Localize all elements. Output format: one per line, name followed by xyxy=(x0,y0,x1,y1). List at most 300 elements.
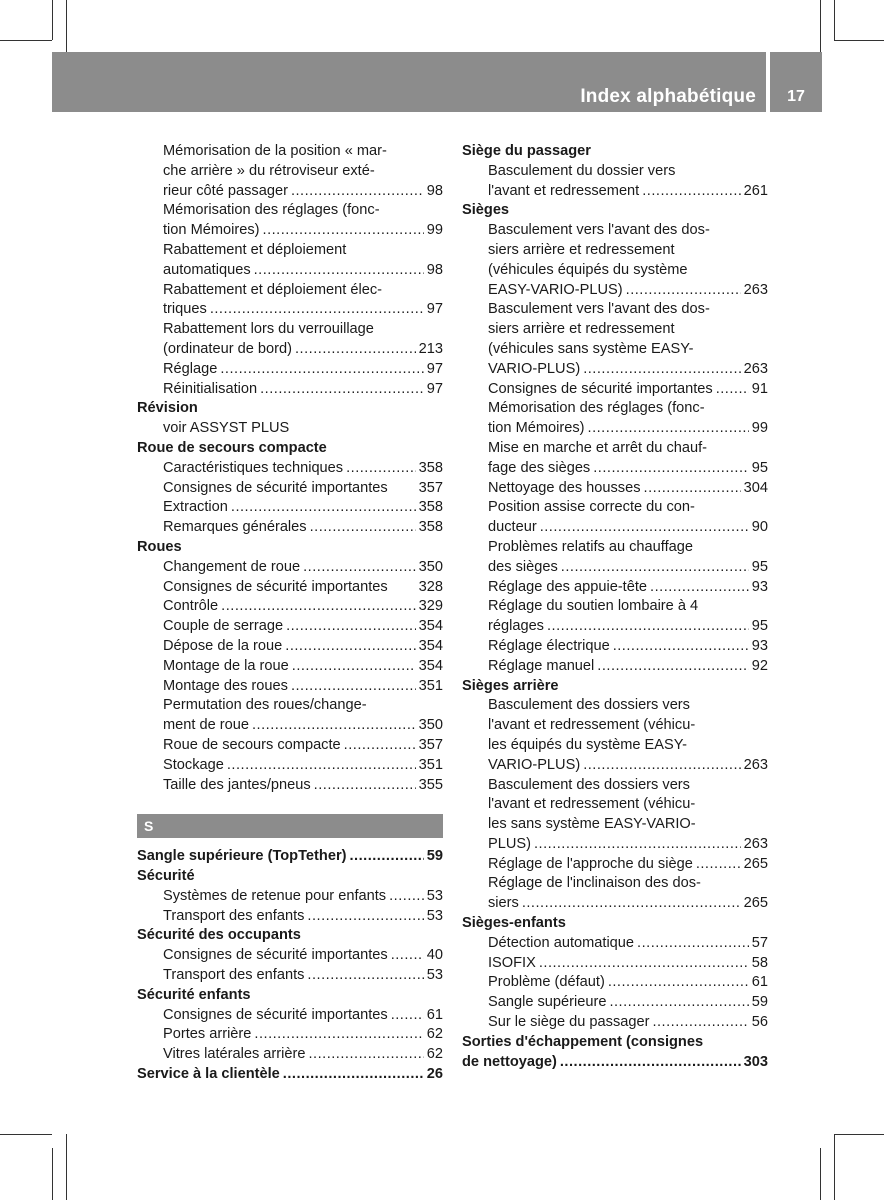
dot-leader xyxy=(642,182,740,202)
dot-leader xyxy=(637,934,749,954)
page-reference: 263 xyxy=(743,360,768,377)
dot-leader xyxy=(292,657,416,677)
entry-text: réglages xyxy=(488,618,544,635)
dot-leader xyxy=(696,855,741,875)
page-reference: 354 xyxy=(418,637,443,654)
page-reference: 213 xyxy=(418,340,443,357)
index-entry xyxy=(462,340,768,360)
dot-leader xyxy=(285,637,415,657)
index-entry xyxy=(462,419,768,439)
entry-text: Réinitialisation xyxy=(163,380,258,397)
page-reference: 351 xyxy=(418,756,443,773)
entry-text: Montage des roues xyxy=(163,677,288,694)
index-entry xyxy=(137,597,443,617)
page-reference: 97 xyxy=(426,380,443,397)
entry-text: ment de roue xyxy=(163,717,249,734)
dot-leader xyxy=(314,776,416,796)
index-entry xyxy=(137,946,443,966)
index-entry xyxy=(137,716,443,736)
index-entry xyxy=(137,459,443,479)
index-entry xyxy=(137,498,443,518)
entry-text: Rabattement et déploiement élec- xyxy=(163,281,383,298)
entry-text: des sièges xyxy=(488,558,558,575)
index-entry xyxy=(137,1025,443,1045)
entry-text: Roues xyxy=(137,538,182,555)
entry-text: Consignes de sécurité importantes xyxy=(163,578,388,595)
entry-text: siers arrière et redressement xyxy=(488,241,675,258)
index-entry xyxy=(137,182,443,202)
entry-text: Sorties d'échappement (consignes xyxy=(462,1033,704,1050)
entry-text: Sécurité enfants xyxy=(137,986,251,1003)
entry-text: Consignes de sécurité importantes xyxy=(163,479,388,496)
index-entry xyxy=(137,617,443,637)
page-reference: 357 xyxy=(418,736,443,753)
entry-text: Basculement des dossiers vers xyxy=(488,776,690,793)
page-reference: 98 xyxy=(426,261,443,278)
entry-text: Détection automatique xyxy=(488,934,635,951)
dot-leader xyxy=(310,518,416,538)
index-heading xyxy=(137,439,443,459)
index-heading xyxy=(462,201,768,221)
entry-text: Consignes de sécurité importantes xyxy=(163,947,388,964)
dot-leader xyxy=(252,716,416,736)
entry-text: VARIO-PLUS) xyxy=(488,756,581,773)
page-reference: 263 xyxy=(743,835,768,852)
index-entry xyxy=(137,340,443,360)
dot-leader xyxy=(540,518,749,538)
page-number: 17 xyxy=(787,88,805,105)
dot-leader xyxy=(254,1025,423,1045)
index-entry xyxy=(137,1045,443,1065)
dot-leader xyxy=(291,182,424,202)
page-reference: 328 xyxy=(418,578,443,595)
dot-leader xyxy=(389,887,424,907)
entry-text: Roue de secours compacte xyxy=(163,736,341,753)
entry-text: siers arrière et redressement xyxy=(488,321,675,338)
index-entry xyxy=(462,360,768,380)
index-heading xyxy=(137,867,443,887)
dot-leader xyxy=(295,340,416,360)
dot-leader xyxy=(609,993,748,1013)
crop-mark xyxy=(820,0,821,54)
page-reference: 59 xyxy=(751,994,768,1011)
entry-text: Mémorisation de la position « mar- xyxy=(163,143,387,159)
page-reference: 354 xyxy=(418,618,443,635)
index-entry xyxy=(462,756,768,776)
entry-text: Rabattement et déploiement xyxy=(163,241,347,258)
index-entry xyxy=(462,815,768,835)
index-entry xyxy=(462,162,768,182)
index-entry xyxy=(462,459,768,479)
dot-leader xyxy=(716,380,749,400)
dot-leader xyxy=(307,966,423,986)
index-heading xyxy=(462,914,768,934)
dot-leader xyxy=(608,973,749,993)
page-reference: 92 xyxy=(751,657,768,674)
entry-text: l'avant et redressement (véhicu- xyxy=(488,717,696,734)
entry-text: Consignes de sécurité importantes xyxy=(488,380,713,397)
index-entry xyxy=(137,637,443,657)
entry-text: fage des sièges xyxy=(488,459,591,476)
entry-text: Basculement des dossiers vers xyxy=(488,697,690,714)
crop-mark xyxy=(52,1148,53,1200)
dot-leader xyxy=(220,360,423,380)
entry-text: Mise en marche et arrêt du chauf- xyxy=(488,439,708,456)
page-reference: 62 xyxy=(426,1026,443,1043)
dot-leader xyxy=(644,479,741,499)
dot-leader xyxy=(283,1065,424,1085)
entry-text: les sans système EASY-VARIO- xyxy=(488,816,696,833)
index-entry xyxy=(462,281,768,301)
entry-text: Changement de roue xyxy=(163,558,301,575)
dot-leader xyxy=(307,907,423,927)
entry-text: Réglage manuel xyxy=(488,657,595,674)
entry-text: Transport des enfants xyxy=(163,907,305,924)
page-reference: 95 xyxy=(751,459,768,476)
page-title: Index alphabétique xyxy=(580,86,756,107)
entry-text: siers xyxy=(488,895,519,912)
crop-mark xyxy=(834,40,884,41)
dot-leader xyxy=(597,657,748,677)
dot-leader xyxy=(231,498,416,518)
index-heading xyxy=(137,986,443,1006)
entry-text: Systèmes de retenue pour enfants xyxy=(163,887,387,904)
index-entry xyxy=(137,281,443,301)
entry-text: tion Mémoires) xyxy=(163,222,260,239)
index-entries-s xyxy=(137,847,443,1085)
dot-leader xyxy=(588,419,749,439)
entry-text: Sur le siège du passager xyxy=(488,1014,650,1031)
page-reference: 58 xyxy=(751,954,768,971)
index-heading xyxy=(137,538,443,558)
entry-text: de nettoyage) xyxy=(462,1053,557,1070)
entry-text: Remarques générales xyxy=(163,519,307,536)
dot-leader xyxy=(286,617,416,637)
entry-text: Sécurité xyxy=(137,868,195,885)
entry-text: Rabattement lors du verrouillage xyxy=(163,321,374,338)
dot-leader xyxy=(539,954,749,974)
page-number-box xyxy=(770,52,822,112)
page-reference: 93 xyxy=(751,578,768,595)
dot-leader xyxy=(547,617,749,637)
index-entry xyxy=(137,887,443,907)
index-entry xyxy=(462,261,768,281)
index-entry xyxy=(137,479,443,499)
index-entries-s-continued xyxy=(462,142,768,1072)
index-entry xyxy=(137,162,443,182)
entry-text: Mémorisation des réglages (fonc- xyxy=(163,202,380,219)
index-entry xyxy=(137,696,443,716)
index-entry xyxy=(137,300,443,320)
page-reference: 263 xyxy=(743,281,768,298)
page-reference: 26 xyxy=(426,1066,443,1083)
index-entry xyxy=(462,320,768,340)
entry-text: Sécurité des occupants xyxy=(137,927,301,944)
page-reference: 263 xyxy=(743,756,768,773)
entry-text: PLUS) xyxy=(488,835,531,852)
index-entry xyxy=(462,637,768,657)
entry-text: Problème (défaut) xyxy=(488,974,605,991)
entry-text: Portes arrière xyxy=(163,1026,252,1043)
crop-mark xyxy=(0,1134,52,1135)
index-heading xyxy=(137,1065,443,1085)
index-entry xyxy=(462,657,768,677)
dot-leader xyxy=(561,558,749,578)
index-heading xyxy=(137,926,443,946)
page-reference: 95 xyxy=(751,558,768,575)
index-heading xyxy=(462,142,768,162)
page-reference: 90 xyxy=(751,519,768,536)
index-entry xyxy=(137,201,443,221)
entry-text: Vitres latérales arrière xyxy=(163,1046,306,1063)
entry-text: Stockage xyxy=(163,756,224,773)
index-entry xyxy=(462,399,768,419)
index-entry xyxy=(462,934,768,954)
entry-text: l'avant et redressement xyxy=(488,182,640,199)
index-entry xyxy=(137,966,443,986)
dot-leader xyxy=(391,1006,424,1026)
page-reference: 357 xyxy=(418,479,443,496)
page-reference: 40 xyxy=(426,947,443,964)
index-entry xyxy=(137,677,443,697)
index-column-left xyxy=(137,142,443,1085)
page-reference: 95 xyxy=(751,618,768,635)
index-entry xyxy=(462,894,768,914)
entry-text: Sièges xyxy=(462,202,510,219)
index-entry xyxy=(137,518,443,538)
entry-text: Réglage électrique xyxy=(488,637,610,654)
index-heading xyxy=(462,677,768,697)
page-reference: 53 xyxy=(426,887,443,904)
index-entry xyxy=(137,1006,443,1026)
entry-text: (véhicules équipés du système xyxy=(488,261,688,278)
entry-text: Transport des enfants xyxy=(163,967,305,984)
index-entry xyxy=(137,776,443,796)
dot-leader xyxy=(260,380,424,400)
dot-leader xyxy=(626,281,741,301)
entry-text: Réglage de l'inclinaison des dos- xyxy=(488,875,701,892)
index-entry xyxy=(462,1013,768,1033)
dot-leader xyxy=(583,756,740,776)
entry-text: Roue de secours compacte xyxy=(137,439,327,456)
dot-leader xyxy=(583,360,740,380)
index-entry xyxy=(137,736,443,756)
index-entry xyxy=(137,360,443,380)
page-reference: 62 xyxy=(426,1046,443,1063)
page-reference: 358 xyxy=(418,499,443,516)
crop-mark xyxy=(66,0,67,54)
index-entry xyxy=(462,558,768,578)
page-reference: 329 xyxy=(418,598,443,615)
dot-leader xyxy=(613,637,749,657)
page-reference: 261 xyxy=(743,182,768,199)
page-reference: 265 xyxy=(743,855,768,872)
entry-text: Taille des jantes/pneus xyxy=(163,776,311,793)
entry-text: Réglage des appuie-tête xyxy=(488,578,648,595)
crop-mark xyxy=(834,0,835,40)
entry-text: Révision xyxy=(137,400,198,417)
entry-text: Réglage xyxy=(163,360,218,377)
entry-text: ducteur xyxy=(488,519,537,536)
index-heading xyxy=(137,847,443,867)
entry-text: Réglage de l'approche du siège xyxy=(488,855,693,872)
entry-text: Position assise correcte du con- xyxy=(488,499,695,516)
dot-leader xyxy=(263,221,424,241)
index-entry xyxy=(462,617,768,637)
entry-text: Extraction xyxy=(163,499,228,516)
dot-leader xyxy=(227,756,416,776)
crop-mark xyxy=(0,40,52,41)
index-entry xyxy=(462,518,768,538)
section-letter-bar xyxy=(137,814,443,838)
dot-leader xyxy=(560,1053,741,1073)
page-reference: 61 xyxy=(751,974,768,991)
dot-leader xyxy=(254,261,424,281)
dot-leader xyxy=(344,736,416,756)
page-reference: 265 xyxy=(743,895,768,912)
index-entry xyxy=(462,578,768,598)
entry-text: Mémorisation des réglages (fonc- xyxy=(488,400,705,417)
index-entry xyxy=(462,300,768,320)
entry-text: voir ASSYST PLUS xyxy=(163,420,290,437)
page-reference: 97 xyxy=(426,301,443,318)
entry-text: tion Mémoires) xyxy=(488,420,585,437)
entry-text: Problèmes relatifs au chauffage xyxy=(488,538,693,555)
entry-text: Siège du passager xyxy=(462,143,591,159)
index-entries-r-continued xyxy=(137,142,443,795)
page-reference: 350 xyxy=(418,717,443,734)
page-reference: 303 xyxy=(743,1053,768,1070)
entry-text: Consignes de sécurité importantes xyxy=(163,1006,388,1023)
entry-text: Basculement vers l'avant des dos- xyxy=(488,222,710,239)
dot-leader xyxy=(346,459,416,479)
entry-text: Réglage du soutien lombaire à 4 xyxy=(488,598,699,615)
index-entry xyxy=(462,241,768,261)
page-reference: 355 xyxy=(418,776,443,793)
page-reference: 53 xyxy=(426,907,443,924)
entry-text: Permutation des roues/change- xyxy=(163,697,367,714)
index-entry xyxy=(137,142,443,162)
page-reference: 61 xyxy=(426,1006,443,1023)
index-entry xyxy=(462,795,768,815)
index-entry xyxy=(462,776,768,796)
entry-text: EASY-VARIO-PLUS) xyxy=(488,281,623,298)
index-entry xyxy=(462,716,768,736)
index-heading xyxy=(137,399,443,419)
entry-text: Contrôle xyxy=(163,598,219,615)
entry-text: VARIO-PLUS) xyxy=(488,360,581,377)
section-letter: S xyxy=(144,818,154,835)
page-reference: 93 xyxy=(751,637,768,654)
index-entry xyxy=(137,320,443,340)
index-entry xyxy=(137,241,443,261)
page-reference: 91 xyxy=(751,380,768,397)
page-reference: 351 xyxy=(418,677,443,694)
index-entry xyxy=(137,907,443,927)
entry-text: Sièges arrière xyxy=(462,677,559,694)
page-reference: 350 xyxy=(418,558,443,575)
entry-text: rieur côté passager xyxy=(163,182,288,199)
index-entry xyxy=(137,419,443,439)
entry-text: Nettoyage des housses xyxy=(488,479,641,496)
crop-mark xyxy=(66,1134,67,1200)
crop-mark xyxy=(834,1134,835,1200)
page-reference: 304 xyxy=(743,479,768,496)
index-entry xyxy=(137,221,443,241)
index-entry xyxy=(462,835,768,855)
index-entry xyxy=(462,973,768,993)
dot-leader xyxy=(349,847,423,867)
index-entry xyxy=(137,558,443,578)
index-entry xyxy=(462,380,768,400)
entry-text: Dépose de la roue xyxy=(163,637,283,654)
page-reference: 358 xyxy=(418,519,443,536)
dot-leader xyxy=(291,677,416,697)
dot-leader xyxy=(593,459,749,479)
crop-mark xyxy=(820,1148,821,1200)
entry-text: Basculement vers l'avant des dos- xyxy=(488,301,710,318)
entry-text: che arrière » du rétroviseur exté- xyxy=(163,162,375,179)
dot-leader xyxy=(650,578,749,598)
crop-mark xyxy=(834,1134,884,1135)
index-entry xyxy=(462,696,768,716)
page-reference: 358 xyxy=(418,459,443,476)
index-entry xyxy=(462,439,768,459)
dot-leader xyxy=(522,894,741,914)
entry-text: triques xyxy=(163,301,207,318)
index-heading xyxy=(462,1033,768,1053)
entry-text: Service à la clientèle xyxy=(137,1066,280,1083)
index-entry xyxy=(462,479,768,499)
page-reference: 99 xyxy=(751,420,768,437)
entry-text: l'avant et redressement (véhicu- xyxy=(488,796,696,813)
dot-leader xyxy=(221,597,415,617)
page-reference: 59 xyxy=(426,848,443,865)
index-entry xyxy=(462,498,768,518)
index-entry xyxy=(462,221,768,241)
index-entry xyxy=(462,597,768,617)
dot-leader xyxy=(534,835,741,855)
dot-leader xyxy=(391,946,424,966)
index-entry xyxy=(137,578,443,598)
index-entry xyxy=(462,855,768,875)
entry-text: Sangle supérieure (TopTether) xyxy=(137,848,347,865)
entry-text: Couple de serrage xyxy=(163,618,284,635)
index-entry xyxy=(137,380,443,400)
index-entry xyxy=(137,261,443,281)
entry-text: (véhicules sans système EASY- xyxy=(488,340,694,357)
page-reference: 97 xyxy=(426,360,443,377)
index-column-right xyxy=(462,142,768,1072)
page-reference: 354 xyxy=(418,657,443,674)
entry-text: Montage de la roue xyxy=(163,657,289,674)
entry-text: Sièges-enfants xyxy=(462,915,566,932)
dot-leader xyxy=(652,1013,748,1033)
dot-leader xyxy=(210,300,424,320)
index-entry xyxy=(137,657,443,677)
entry-text: Basculement du dossier vers xyxy=(488,162,676,179)
index-entry xyxy=(462,538,768,558)
entry-text: Caractéristiques techniques xyxy=(163,459,344,476)
entry-text: ISOFIX xyxy=(488,954,536,971)
entry-text: (ordinateur de bord) xyxy=(163,340,292,357)
index-entry xyxy=(462,954,768,974)
entry-text: Sangle supérieure xyxy=(488,994,607,1011)
index-entry xyxy=(462,182,768,202)
index-heading xyxy=(462,1053,768,1073)
index-entry xyxy=(137,756,443,776)
crop-mark xyxy=(52,0,53,40)
